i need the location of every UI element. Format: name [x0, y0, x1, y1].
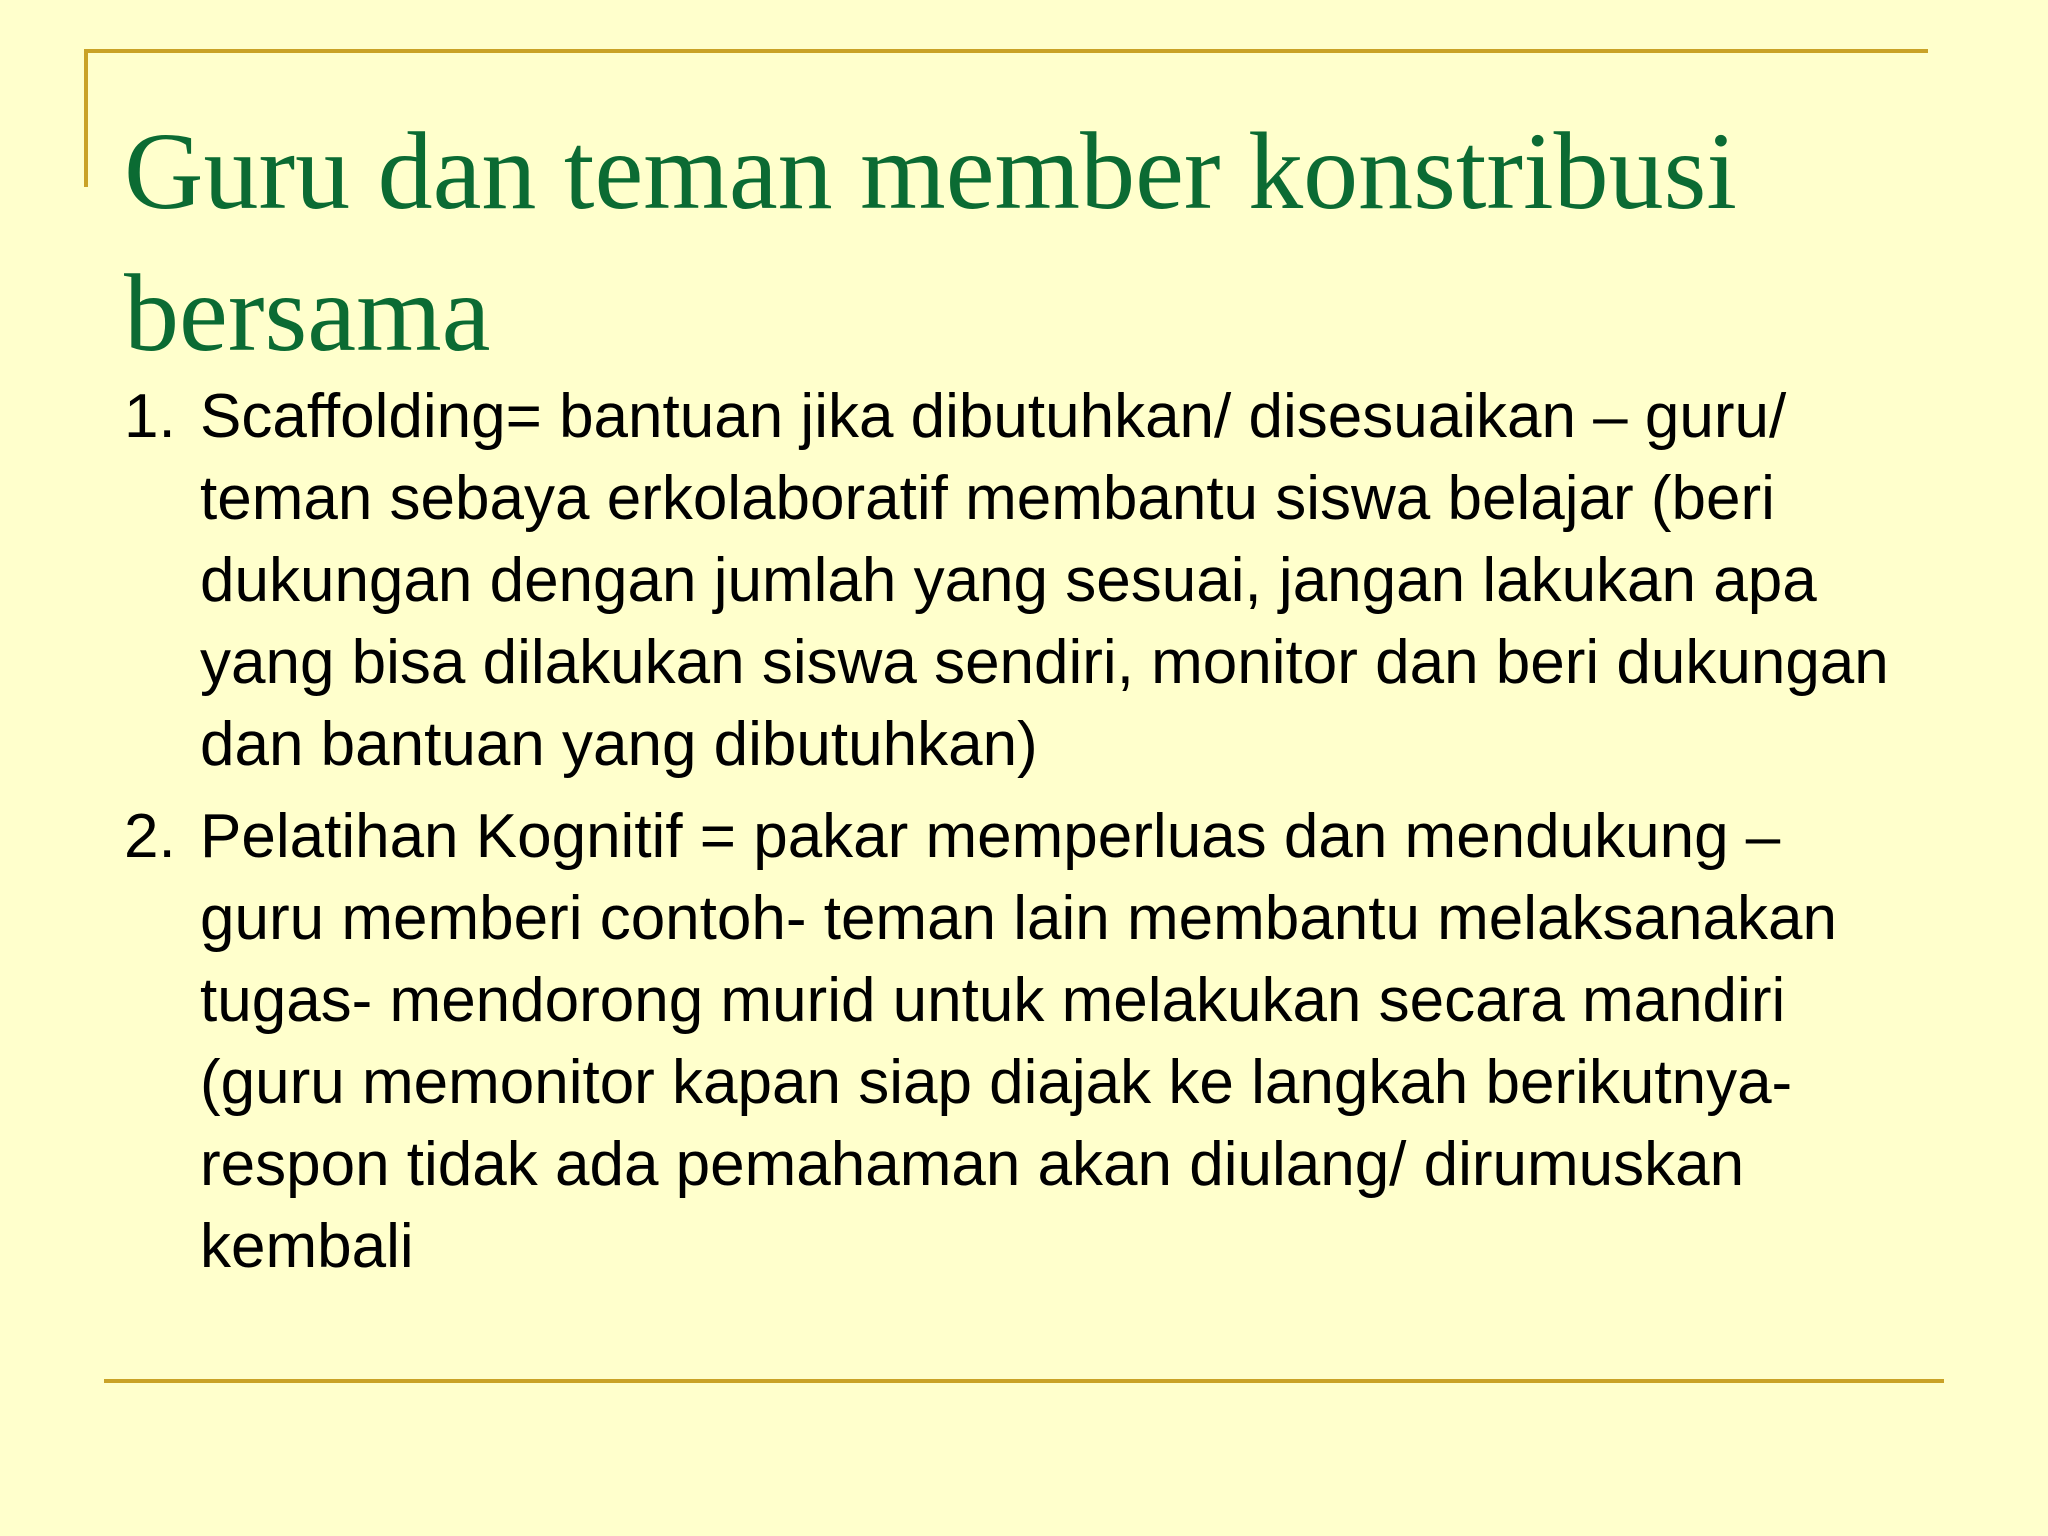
list-item [124, 796, 1904, 1288]
left-accent-line [84, 49, 88, 187]
list-item-text: Pelatihan Kognitif = pakar memperluas dan mendukung – guru memberi contoh- teman lain membantu melaksanakan tugas- mendorong murid untuk melakukan secara mandiri (guru memonitor kapan siap diajak ke langkah berikutnya- respon tidak ada pemahaman akan diulang/ dirumuskan kembali [200, 802, 1837, 1281]
list-item-text: Scaffolding= bantuan jika dibutuhkan/ disesuaikan – guru/ teman sebaya erkolaboratif membantu siswa belajar (beri dukungan dengan jumlah yang sesuai, jangan lakukan apa yang bisa dilakukan siswa sendiri, monitor dan beri dukungan dan bantuan yang dibutuhkan) [200, 382, 1889, 779]
slide-title: Guru dan teman member konstribusi bersama [124, 110, 1737, 374]
bottom-accent-line [104, 1379, 1944, 1383]
list-item-number: 1. [124, 382, 176, 451]
slide-body-list [124, 376, 1904, 1298]
list-item-number: 2. [124, 802, 176, 871]
top-accent-line [84, 49, 1928, 53]
list-item [124, 376, 1904, 786]
